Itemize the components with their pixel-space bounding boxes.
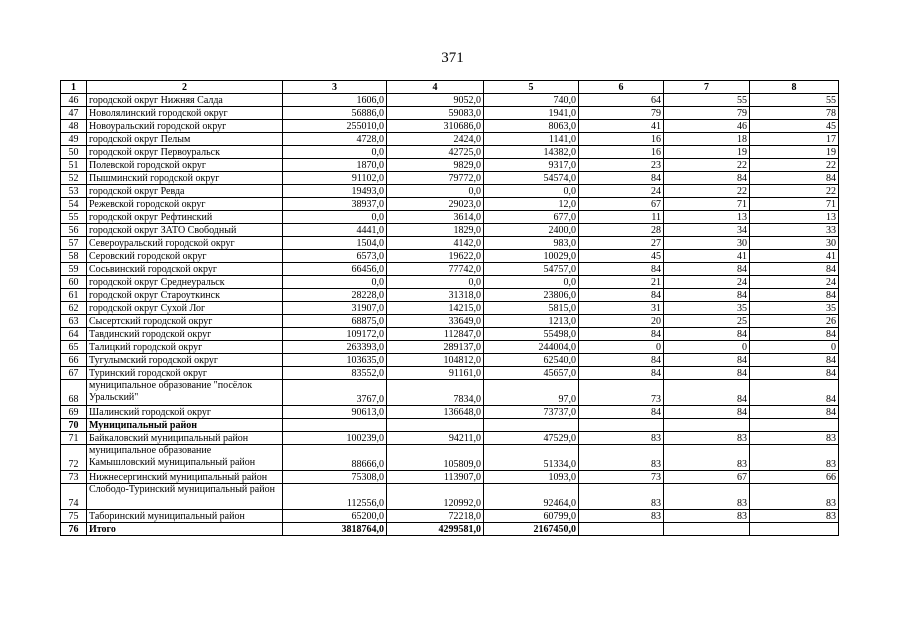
value-col-7: 84 — [664, 354, 750, 367]
value-col-4: 19622,0 — [387, 250, 484, 263]
value-col-4: 310686,0 — [387, 120, 484, 133]
value-col-3: 0,0 — [283, 276, 387, 289]
table-row — [61, 276, 839, 289]
value-col-3: 263393,0 — [283, 341, 387, 354]
row-number: 58 — [61, 250, 87, 263]
value-col-6: 73 — [579, 471, 664, 484]
value-col-3: 83552,0 — [283, 367, 387, 380]
value-col-7: 18 — [664, 133, 750, 146]
value-col-3: 91102,0 — [283, 172, 387, 185]
value-col-7: 34 — [664, 224, 750, 237]
row-number: 47 — [61, 107, 87, 120]
value-col-8: 78 — [750, 107, 839, 120]
municipality-name: муниципальное образование "посёлок Уральский" — [87, 380, 283, 406]
value-col-6: 84 — [579, 354, 664, 367]
page-number: 371 — [441, 50, 464, 66]
row-number: 49 — [61, 133, 87, 146]
municipality-name: городской округ Пелым — [87, 133, 283, 146]
table-row — [61, 432, 839, 445]
municipality-name: городской округ Первоуральск — [87, 146, 283, 159]
value-col-5: 1093,0 — [484, 471, 579, 484]
value-col-5: 2167450,0 — [484, 523, 579, 536]
row-number: 74 — [61, 484, 87, 510]
value-col-3: 0,0 — [283, 211, 387, 224]
value-col-5: 54757,0 — [484, 263, 579, 276]
value-col-6: 67 — [579, 198, 664, 211]
value-col-3: 3767,0 — [283, 380, 387, 406]
value-col-3: 3818764,0 — [283, 523, 387, 536]
value-col-7: 35 — [664, 302, 750, 315]
value-col-4: 112847,0 — [387, 328, 484, 341]
value-col-7 — [664, 419, 750, 432]
value-col-6: 83 — [579, 445, 664, 471]
value-col-8: 45 — [750, 120, 839, 133]
row-number: 57 — [61, 237, 87, 250]
value-col-7: 22 — [664, 185, 750, 198]
value-col-6: 73 — [579, 380, 664, 406]
value-col-3: 1606,0 — [283, 94, 387, 107]
value-col-3: 4728,0 — [283, 133, 387, 146]
value-col-4: 7834,0 — [387, 380, 484, 406]
value-col-7: 84 — [664, 380, 750, 406]
value-col-7: 84 — [664, 406, 750, 419]
row-number: 48 — [61, 120, 87, 133]
value-col-4: 94211,0 — [387, 432, 484, 445]
row-number: 65 — [61, 341, 87, 354]
value-col-5: 8063,0 — [484, 120, 579, 133]
table-row — [61, 341, 839, 354]
value-col-5: 0,0 — [484, 185, 579, 198]
value-col-6: 84 — [579, 328, 664, 341]
value-col-7: 79 — [664, 107, 750, 120]
value-col-5: 55498,0 — [484, 328, 579, 341]
value-col-6: 83 — [579, 432, 664, 445]
table-row — [61, 185, 839, 198]
value-col-6: 27 — [579, 237, 664, 250]
value-col-7: 22 — [664, 159, 750, 172]
value-col-5: 12,0 — [484, 198, 579, 211]
value-col-6: 20 — [579, 315, 664, 328]
value-col-5: 0,0 — [484, 276, 579, 289]
value-col-6 — [579, 419, 664, 432]
municipality-name: Серовский городской округ — [87, 250, 283, 263]
municipality-name: Режевской городской округ — [87, 198, 283, 211]
value-col-8: 19 — [750, 146, 839, 159]
table-row — [61, 484, 839, 510]
row-number: 75 — [61, 510, 87, 523]
value-col-5: 47529,0 — [484, 432, 579, 445]
value-col-5: 5815,0 — [484, 302, 579, 315]
value-col-5: 14382,0 — [484, 146, 579, 159]
table-row — [61, 367, 839, 380]
value-col-8: 71 — [750, 198, 839, 211]
value-col-8: 0 — [750, 341, 839, 354]
value-col-7: 55 — [664, 94, 750, 107]
value-col-3: 28228,0 — [283, 289, 387, 302]
row-number: 59 — [61, 263, 87, 276]
header-row — [61, 81, 839, 94]
value-col-7 — [664, 523, 750, 536]
row-number: 52 — [61, 172, 87, 185]
value-col-5: 1213,0 — [484, 315, 579, 328]
value-col-5: 92464,0 — [484, 484, 579, 510]
value-col-7: 84 — [664, 172, 750, 185]
value-col-6: 84 — [579, 289, 664, 302]
value-col-4: 0,0 — [387, 276, 484, 289]
row-number: 67 — [61, 367, 87, 380]
value-col-3: 31907,0 — [283, 302, 387, 315]
table-row — [61, 419, 839, 432]
value-col-5: 60799,0 — [484, 510, 579, 523]
value-col-7: 84 — [664, 367, 750, 380]
row-number: 70 — [61, 419, 87, 432]
column-header: 6 — [579, 81, 664, 94]
row-number: 76 — [61, 523, 87, 536]
value-col-4: 79772,0 — [387, 172, 484, 185]
value-col-8 — [750, 523, 839, 536]
value-col-5: 2400,0 — [484, 224, 579, 237]
value-col-7: 84 — [664, 263, 750, 276]
value-col-8: 66 — [750, 471, 839, 484]
value-col-8: 84 — [750, 380, 839, 406]
table-row — [61, 107, 839, 120]
value-col-8: 84 — [750, 406, 839, 419]
municipality-name: Таборинский муниципальный район — [87, 510, 283, 523]
value-col-8: 22 — [750, 185, 839, 198]
municipality-name: городской округ Староуткинск — [87, 289, 283, 302]
value-col-8: 84 — [750, 289, 839, 302]
value-col-6: 21 — [579, 276, 664, 289]
value-col-5: 62540,0 — [484, 354, 579, 367]
value-col-8: 84 — [750, 354, 839, 367]
value-col-4: 4299581,0 — [387, 523, 484, 536]
value-col-8: 84 — [750, 172, 839, 185]
municipality-name: Байкаловский муниципальный район — [87, 432, 283, 445]
value-col-6: 41 — [579, 120, 664, 133]
value-col-8: 22 — [750, 159, 839, 172]
value-col-4: 1829,0 — [387, 224, 484, 237]
value-col-4: 2424,0 — [387, 133, 484, 146]
value-col-7: 83 — [664, 445, 750, 471]
table-row — [61, 146, 839, 159]
value-col-7: 71 — [664, 198, 750, 211]
municipality-name: городской округ Рефтинский — [87, 211, 283, 224]
value-col-3: 112556,0 — [283, 484, 387, 510]
value-col-4: 113907,0 — [387, 471, 484, 484]
table-row — [61, 120, 839, 133]
value-col-5: 9317,0 — [484, 159, 579, 172]
municipality-name: городской округ Нижняя Салда — [87, 94, 283, 107]
table-row — [61, 237, 839, 250]
value-col-7: 67 — [664, 471, 750, 484]
value-col-7: 13 — [664, 211, 750, 224]
value-col-6: 31 — [579, 302, 664, 315]
value-col-4: 14215,0 — [387, 302, 484, 315]
value-col-7: 41 — [664, 250, 750, 263]
table-row — [61, 224, 839, 237]
municipality-name: муниципальное образование Камышловский муниципальный район — [87, 445, 283, 471]
table-row — [61, 471, 839, 484]
value-col-6: 84 — [579, 263, 664, 276]
municipality-name: городской округ Сухой Лог — [87, 302, 283, 315]
table-row — [61, 406, 839, 419]
value-col-8: 26 — [750, 315, 839, 328]
value-col-4: 91161,0 — [387, 367, 484, 380]
value-col-3: 6573,0 — [283, 250, 387, 263]
municipality-name: городской округ Среднеуральск — [87, 276, 283, 289]
value-col-8: 83 — [750, 432, 839, 445]
row-number: 69 — [61, 406, 87, 419]
municipality-name: Тавдинский городской округ — [87, 328, 283, 341]
value-col-6: 45 — [579, 250, 664, 263]
value-col-8: 30 — [750, 237, 839, 250]
value-col-4: 33649,0 — [387, 315, 484, 328]
value-col-8 — [750, 419, 839, 432]
value-col-8: 13 — [750, 211, 839, 224]
value-col-3: 103635,0 — [283, 354, 387, 367]
value-col-4: 42725,0 — [387, 146, 484, 159]
value-col-7: 24 — [664, 276, 750, 289]
value-col-3: 255010,0 — [283, 120, 387, 133]
municipality-name: Североуральский городской округ — [87, 237, 283, 250]
row-number: 61 — [61, 289, 87, 302]
value-col-7: 84 — [664, 289, 750, 302]
municipality-name: Сосьвинский городской округ — [87, 263, 283, 276]
value-col-6: 84 — [579, 406, 664, 419]
row-number: 50 — [61, 146, 87, 159]
value-col-5: 73737,0 — [484, 406, 579, 419]
value-col-3: 56886,0 — [283, 107, 387, 120]
row-number: 60 — [61, 276, 87, 289]
row-number: 68 — [61, 380, 87, 406]
municipality-name: городской округ ЗАТО Свободный — [87, 224, 283, 237]
value-col-6: 23 — [579, 159, 664, 172]
value-col-6: 84 — [579, 172, 664, 185]
value-col-7: 83 — [664, 510, 750, 523]
table-row — [61, 523, 839, 536]
municipality-name: Новоуральский городской округ — [87, 120, 283, 133]
value-col-3: 4441,0 — [283, 224, 387, 237]
value-col-5: 54574,0 — [484, 172, 579, 185]
table-row — [61, 172, 839, 185]
municipality-name: Тугулымский городской округ — [87, 354, 283, 367]
municipality-name: Полевской городской округ — [87, 159, 283, 172]
municipality-name: Новолялинский городской округ — [87, 107, 283, 120]
value-col-3: 68875,0 — [283, 315, 387, 328]
value-col-4: 31318,0 — [387, 289, 484, 302]
value-col-7: 19 — [664, 146, 750, 159]
value-col-3: 1870,0 — [283, 159, 387, 172]
value-col-6: 84 — [579, 367, 664, 380]
value-col-6: 16 — [579, 133, 664, 146]
row-number: 72 — [61, 445, 87, 471]
value-col-3: 19493,0 — [283, 185, 387, 198]
table-row — [61, 510, 839, 523]
value-col-3 — [283, 419, 387, 432]
value-col-5: 983,0 — [484, 237, 579, 250]
value-col-3: 75308,0 — [283, 471, 387, 484]
value-col-7: 46 — [664, 120, 750, 133]
value-col-4: 105809,0 — [387, 445, 484, 471]
value-col-6: 83 — [579, 484, 664, 510]
row-number: 54 — [61, 198, 87, 211]
municipality-name: Туринский городской округ — [87, 367, 283, 380]
row-number: 64 — [61, 328, 87, 341]
row-number: 46 — [61, 94, 87, 107]
value-col-4: 4142,0 — [387, 237, 484, 250]
table-row — [61, 198, 839, 211]
column-header: 3 — [283, 81, 387, 94]
value-col-3: 65200,0 — [283, 510, 387, 523]
table-row — [61, 380, 839, 406]
row-number: 51 — [61, 159, 87, 172]
value-col-6: 28 — [579, 224, 664, 237]
table-row — [61, 354, 839, 367]
value-col-4: 72218,0 — [387, 510, 484, 523]
value-col-7: 0 — [664, 341, 750, 354]
municipality-name: Талицкий городской округ — [87, 341, 283, 354]
table-row — [61, 445, 839, 471]
value-col-8: 83 — [750, 484, 839, 510]
row-number: 71 — [61, 432, 87, 445]
row-number: 55 — [61, 211, 87, 224]
value-col-8: 41 — [750, 250, 839, 263]
municipality-name: городской округ Ревда — [87, 185, 283, 198]
value-col-6: 16 — [579, 146, 664, 159]
value-col-6: 64 — [579, 94, 664, 107]
table-row — [61, 159, 839, 172]
value-col-4: 9052,0 — [387, 94, 484, 107]
table-row — [61, 315, 839, 328]
municipality-name: Пышминский городской округ — [87, 172, 283, 185]
value-col-6: 24 — [579, 185, 664, 198]
table-row — [61, 211, 839, 224]
value-col-5: 1941,0 — [484, 107, 579, 120]
value-col-7: 84 — [664, 328, 750, 341]
value-col-4 — [387, 419, 484, 432]
value-col-5: 740,0 — [484, 94, 579, 107]
value-col-5: 97,0 — [484, 380, 579, 406]
column-header: 1 — [61, 81, 87, 94]
column-header: 7 — [664, 81, 750, 94]
data-table — [60, 80, 839, 536]
value-col-6: 83 — [579, 510, 664, 523]
value-col-3: 1504,0 — [283, 237, 387, 250]
value-col-3: 38937,0 — [283, 198, 387, 211]
value-col-4: 9829,0 — [387, 159, 484, 172]
table-row — [61, 302, 839, 315]
value-col-3: 90613,0 — [283, 406, 387, 419]
value-col-4: 59083,0 — [387, 107, 484, 120]
value-col-3: 0,0 — [283, 146, 387, 159]
value-col-6 — [579, 523, 664, 536]
value-col-6: 0 — [579, 341, 664, 354]
row-number: 56 — [61, 224, 87, 237]
municipality-name: Нижнесергинский муниципальный район — [87, 471, 283, 484]
value-col-8: 84 — [750, 263, 839, 276]
municipality-name: Сысертский городской округ — [87, 315, 283, 328]
municipality-name: Слободо-Туринский муниципальный район — [87, 484, 283, 510]
value-col-6: 79 — [579, 107, 664, 120]
value-col-4: 29023,0 — [387, 198, 484, 211]
value-col-3: 109172,0 — [283, 328, 387, 341]
value-col-5: 244004,0 — [484, 341, 579, 354]
table-row — [61, 328, 839, 341]
value-col-4: 136648,0 — [387, 406, 484, 419]
column-header: 4 — [387, 81, 484, 94]
row-number: 53 — [61, 185, 87, 198]
value-col-7: 83 — [664, 484, 750, 510]
value-col-4: 120992,0 — [387, 484, 484, 510]
table-row — [61, 263, 839, 276]
value-col-5: 51334,0 — [484, 445, 579, 471]
value-col-4: 104812,0 — [387, 354, 484, 367]
value-col-4: 77742,0 — [387, 263, 484, 276]
value-col-4: 0,0 — [387, 185, 484, 198]
value-col-8: 84 — [750, 328, 839, 341]
table-row — [61, 289, 839, 302]
row-number: 63 — [61, 315, 87, 328]
value-col-5: 23806,0 — [484, 289, 579, 302]
value-col-5: 10029,0 — [484, 250, 579, 263]
value-col-5: 45657,0 — [484, 367, 579, 380]
value-col-8: 35 — [750, 302, 839, 315]
value-col-3: 100239,0 — [283, 432, 387, 445]
value-col-8: 83 — [750, 445, 839, 471]
table-row — [61, 250, 839, 263]
value-col-4: 3614,0 — [387, 211, 484, 224]
value-col-7: 30 — [664, 237, 750, 250]
column-header: 2 — [87, 81, 283, 94]
table-row — [61, 94, 839, 107]
value-col-3: 88666,0 — [283, 445, 387, 471]
value-col-8: 17 — [750, 133, 839, 146]
value-col-7: 83 — [664, 432, 750, 445]
table-body — [61, 94, 839, 536]
municipality-name: Муниципальный район — [87, 419, 283, 432]
value-col-3: 66456,0 — [283, 263, 387, 276]
value-col-8: 84 — [750, 367, 839, 380]
value-col-8: 24 — [750, 276, 839, 289]
value-col-6: 11 — [579, 211, 664, 224]
row-number: 66 — [61, 354, 87, 367]
column-header: 5 — [484, 81, 579, 94]
row-number: 62 — [61, 302, 87, 315]
municipality-name: Итого — [87, 523, 283, 536]
value-col-4: 289137,0 — [387, 341, 484, 354]
value-col-8: 55 — [750, 94, 839, 107]
value-col-7: 25 — [664, 315, 750, 328]
column-header: 8 — [750, 81, 839, 94]
municipality-name: Шалинский городской округ — [87, 406, 283, 419]
row-number: 73 — [61, 471, 87, 484]
value-col-5: 677,0 — [484, 211, 579, 224]
value-col-8: 33 — [750, 224, 839, 237]
value-col-5: 1141,0 — [484, 133, 579, 146]
table-row — [61, 133, 839, 146]
value-col-8: 83 — [750, 510, 839, 523]
value-col-5 — [484, 419, 579, 432]
